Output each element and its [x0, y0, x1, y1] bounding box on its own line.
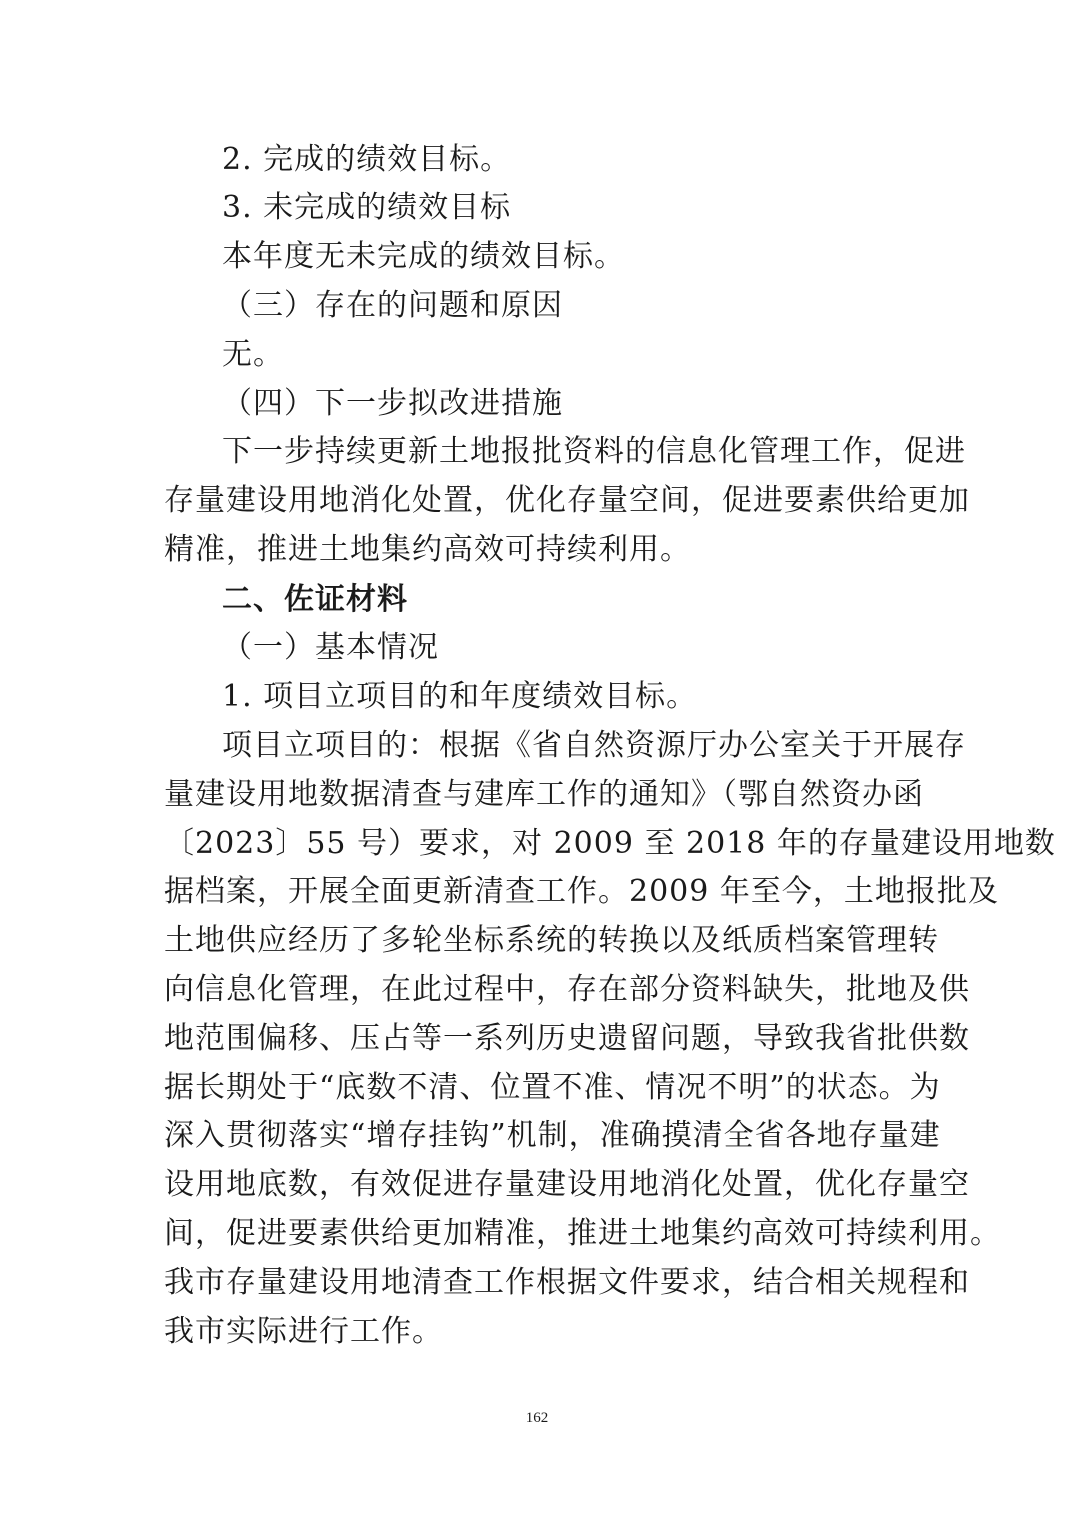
paragraph-line: 下一步持续更新土地报批资料的信息化管理工作，促进	[222, 434, 966, 469]
paragraph-line: 我市实际进行工作。	[164, 1314, 443, 1349]
paragraph-line: 向信息化管理，在此过程中，存在部分资料缺失，批地及供	[164, 972, 970, 1007]
paragraph-line: 〔2023〕55 号）要求，对 2009 至 2018 年的存量建设用地数	[164, 826, 1056, 861]
paragraph-line: 量建设用地数据清查与建库工作的通知》（鄂自然资办函	[164, 777, 924, 812]
paragraph-line: 据长期处于“底数不清、位置不准、情况不明”的状态。为	[164, 1070, 941, 1105]
section-heading-problems: （三）存在的问题和原因	[222, 288, 563, 323]
paragraph-line: 我市存量建设用地清查工作根据文件要求，结合相关规程和	[164, 1265, 970, 1300]
paragraph-line: 精准，推进土地集约高效可持续利用。	[164, 532, 691, 567]
item-uncompleted-goals: 3. 未完成的绩效目标	[222, 190, 512, 225]
item-completed-goals: 2. 完成的绩效目标。	[222, 142, 512, 177]
paragraph-line: 设用地底数，有效促进存量建设用地消化处置，优化存量空	[164, 1167, 970, 1202]
paragraph-none: 无。	[222, 337, 284, 372]
paragraph-line: 地范围偏移、压占等一系列历史遗留问题，导致我省批供数	[164, 1021, 970, 1056]
paragraph-no-uncompleted: 本年度无未完成的绩效目标。	[222, 239, 625, 274]
chapter-heading-evidence: 二、佐证材料	[222, 582, 408, 617]
page-number: 162	[525, 1410, 549, 1426]
section-heading-basic-info: （一）基本情况	[222, 630, 439, 665]
section-heading-improvements: （四）下一步拟改进措施	[222, 386, 563, 421]
paragraph-line: 项目立项目的：根据《省自然资源厅办公室关于开展存	[222, 728, 966, 763]
paragraph-line: 间，促进要素供给更加精准，推进土地集约高效可持续利用。	[164, 1216, 1001, 1251]
paragraph-line: 存量建设用地消化处置，优化存量空间，促进要素供给更加	[164, 483, 970, 518]
paragraph-line: 土地供应经历了多轮坐标系统的转换以及纸质档案管理转	[164, 923, 939, 958]
paragraph-line: 深入贯彻落实“增存挂钩”机制，准确摸清全省各地存量建	[164, 1118, 941, 1153]
item-project-purpose: 1. 项目立项目的和年度绩效目标。	[222, 679, 698, 714]
paragraph-line: 据档案，开展全面更新清查工作。2009 年至今，土地报批及	[164, 874, 999, 909]
